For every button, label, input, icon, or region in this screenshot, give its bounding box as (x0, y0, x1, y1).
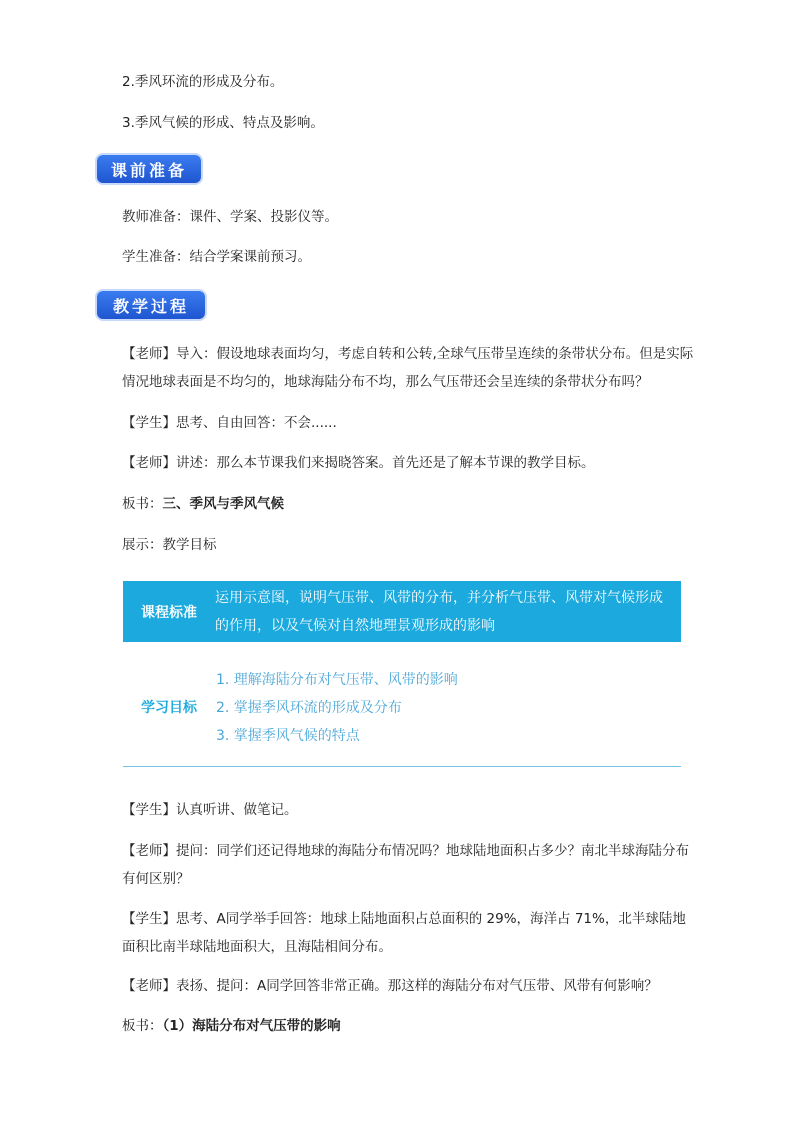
learning-goal-item: 1. 理解海陆分布对气压带、风带的影响 (216, 672, 458, 688)
curriculum-standard-title: 课程标准 (141, 604, 197, 621)
learning-goal-item: 2. 掌握季风环流的形成及分布 (216, 700, 402, 716)
student-notes-paragraph: 【学生】认真听讲、做笔记。 (122, 802, 298, 818)
text-line: 3.季风气候的形成、特点及影响。 (122, 115, 324, 131)
learning-goals-title: 学习目标 (141, 700, 197, 716)
student-prep-text: 学生准备：结合学案课前预习。 (122, 249, 311, 265)
board-note-title: 三、季风与季风气候 (162, 496, 284, 512)
teacher-intro-paragraph: 【老师】导入：假设地球表面均匀，考虑自转和公转,全球气压带呈连续的条带状分布。但是实际情况地球表面是不均匀的，地球海陆分布不均，那么气压带还会呈连续的条带状分布吗？ (122, 346, 694, 390)
student-answer-paragraph: 【学生】思考、自由回答：不会...... (122, 415, 337, 431)
teacher-explain-paragraph: 【老师】讲述：那么本节课我们来揭晓答案。首先还是了解本节课的教学目标。 (122, 455, 595, 471)
student-reply-paragraph: 【学生】思考、A同学举手回答：地球上陆地面积占总面积的 29%，海洋占 71%，北半球陆地面积比南半球陆地面积大，且海陆相间分布。 (122, 911, 686, 955)
teacher-question-paragraph: 【老师】提问：同学们还记得地球的海陆分布情况吗？地球陆地面积占多少？南北半球海陆分布有何区别？ (122, 843, 689, 887)
board-note (122, 494, 284, 514)
teacher-prep-text: 教师准备：课件、学案、投影仪等。 (122, 209, 338, 225)
board-note-2 (122, 1016, 341, 1036)
curriculum-standard-row (123, 581, 681, 642)
table-bottom-rule (123, 766, 681, 767)
learning-goal-item: 3. 掌握季风气候的特点 (216, 728, 360, 744)
board-note-2-prefix: 板书： (122, 1018, 163, 1034)
teacher-praise-paragraph: 【老师】表扬、提问：A同学回答非常正确。那这样的海陆分布对气压带、风带有何影响？ (122, 978, 658, 994)
display-note: 展示：教学目标 (122, 537, 217, 553)
section-badge-process: 教学过程 (97, 291, 205, 319)
learning-goals-list (216, 666, 458, 750)
board-note-prefix: 板书： (122, 496, 163, 512)
board-note-2-title: （1）海陆分布对气压带的影响 (162, 1018, 341, 1034)
text-line: 2.季风环流的形成及分布。 (122, 74, 284, 90)
section-badge-prep: 课前准备 (97, 155, 201, 183)
curriculum-standard-text: 运用示意图，说明气压带、风带的分布，并分析气压带、风带对气候形成的作用，以及气候对自然地理景观形成的影响 (215, 589, 663, 634)
